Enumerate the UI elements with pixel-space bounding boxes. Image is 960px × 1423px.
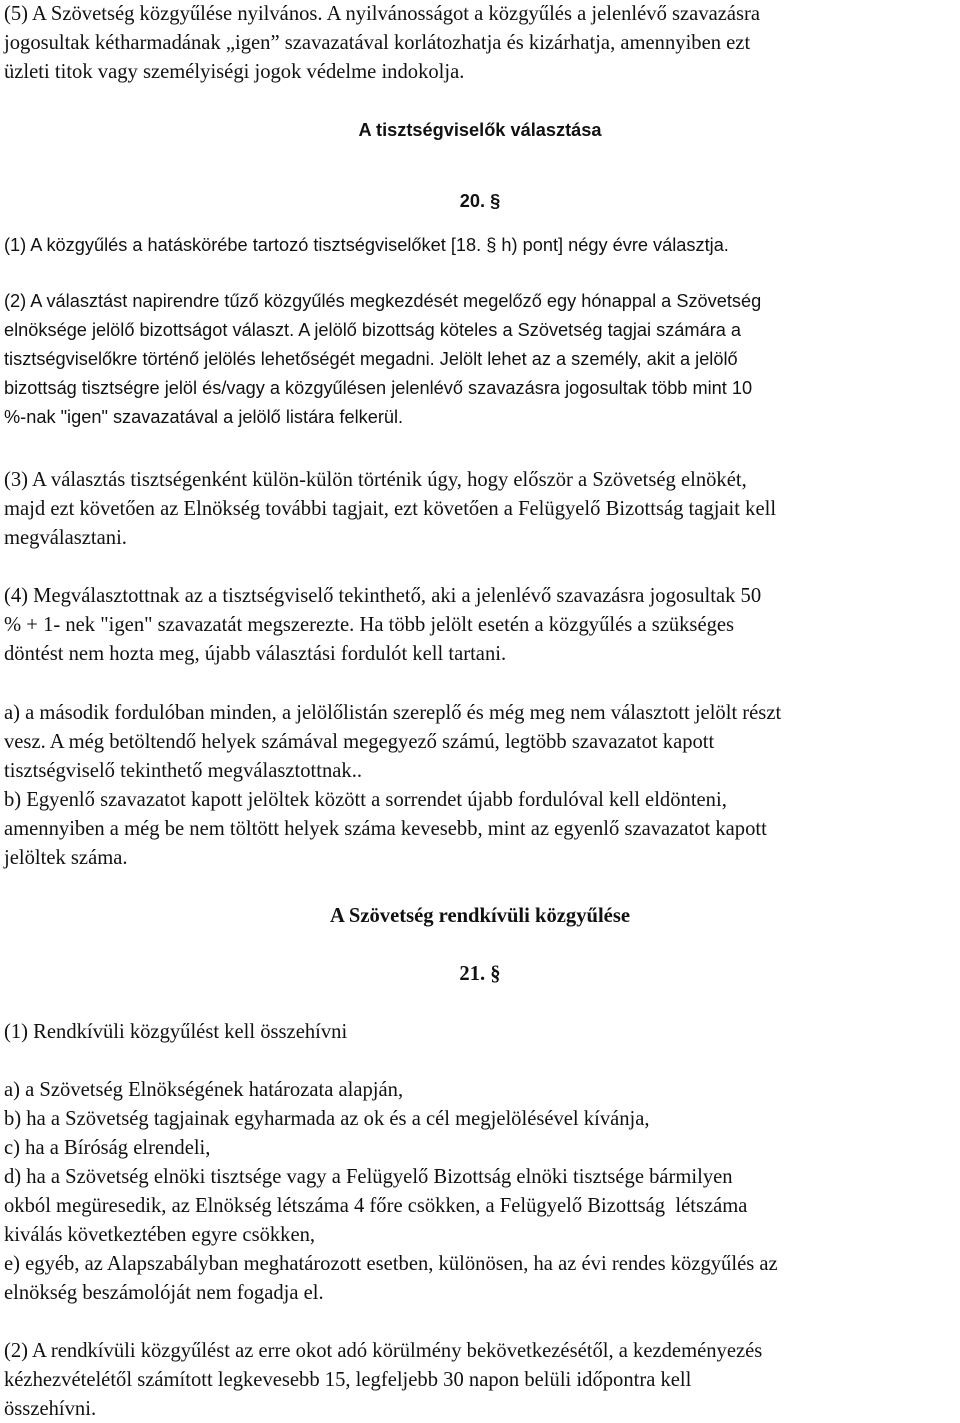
paragraph-line: (4) Megválasztottnak az a tisztségviselő tekinthető, aki a jelenlévő szavazásra jogosultak 50 [4,585,762,607]
paragraph-line: jelöltek száma. [4,847,128,869]
paragraph-line: (1) Rendkívüli közgyűlést kell összehívni [4,1021,348,1043]
paragraph-line: % + 1- nek "igen" szavazatát megszerezte. Ha több jelölt esetén a közgyűlés a szükséges [4,614,735,636]
paragraph-line: (1) A közgyűlés a hatáskörébe tartozó tisztségviselőket [18. § h) pont] négy évre választja. [4,235,729,255]
paragraph-line: vesz. A még betöltendő helyek számával megegyező számú, legtöbb szavazatot kapott [4,731,715,753]
list-item: okból megüresedik, az Elnökség létszáma 4 főre csökken, a Felügyelő Bizottság létszáma [4,1195,748,1217]
article-number: 21. § [459,963,501,985]
paragraph-line: tisztségviselő tekinthető megválasztottnak.. [4,760,363,782]
paragraph-line: amennyiben a még be nem töltött helyek száma kevesebb, mint az egyenlő szavazatot kapott [4,818,767,840]
list-item: kiválás következtében egyre csökken, [4,1224,316,1246]
section-heading: A Szövetség rendkívüli közgyűlése [330,905,630,927]
list-item: e) egyéb, az Alapszabályban meghatározott esetben, különösen, ha az évi rendes közgyűlés az [4,1253,778,1275]
paragraph-line: elnöksége jelölő bizottságot választ. A jelölő bizottság köteles a Szövetség tagjai számára a [4,320,742,340]
intro-line: üzleti titok vagy személyiségi jogok védelme indokolja. [4,61,465,83]
paragraph-line: %-nak "igen" szavazatával a jelölő listára felkerül. [4,407,404,427]
list-item: c) ha a Bíróság elrendeli, [4,1137,211,1159]
list-item: b) ha a Szövetség tagjainak egyharmada az ok és a cél megjelölésével kívánja, [4,1108,650,1130]
paragraph-line: (2) A rendkívüli közgyűlést az erre okot adó körülmény bekövetkezésétől, a kezdeményezés [4,1340,763,1362]
intro-line: jogosultak kétharmadának „igen” szavazatával korlátozhatja és kizárhatja, amennyiben ezt [4,32,751,54]
paragraph-line: megválasztani. [4,527,127,549]
paragraph-line: (3) A választás tisztségenként külön-külön történik úgy, hogy először a Szövetség elnökét, [4,469,747,491]
list-item: a) a Szövetség Elnökségének határozata alapján, [4,1079,404,1101]
paragraph-line: tisztségviselőkre történő jelölés lehetőségét megadni. Jelölt lehet az a személy, akit a jelölő [4,349,738,369]
intro-line: (5) A Szövetség közgyűlése nyilvános. A nyilvánosságot a közgyűlés a jelenlévő szavazásra [4,3,761,25]
paragraph-line: (2) A választást napirendre tűző közgyűlés megkezdését megelőző egy hónappal a Szövetség [4,291,762,311]
list-item: d) ha a Szövetség elnöki tisztsége vagy a Felügyelő Bizottság elnöki tisztsége bármilyen [4,1166,733,1188]
paragraph-line: összehívni. [4,1398,97,1420]
list-item: elnökség beszámolóját nem fogadja el. [4,1282,324,1304]
article-number: 20. § [459,191,501,211]
paragraph-line: bizottság tisztségre jelöl és/vagy a közgyűlésen jelenlévő szavazásra jogosultak több mint 10 [4,378,753,398]
paragraph-line: a) a második fordulóban minden, a jelölőlistán szereplő és még meg nem választott jelölt részt [4,702,782,724]
section-heading: A tisztségviselők választása [358,120,602,140]
paragraph-line: majd ezt követően az Elnökség további tagjait, ezt követően a Felügyelő Bizottság tagjait kell [4,498,777,520]
paragraph-line: b) Egyenlő szavazatot kapott jelöltek között a sorrendet újabb fordulóval kell eldönteni, [4,789,727,811]
paragraph-line: döntést nem hozta meg, újabb választási fordulót kell tartani. [4,643,507,665]
paragraph-line: kézhezvételétől számított legkevesebb 15, legfeljebb 30 napon belüli időpontra kell [4,1369,692,1391]
